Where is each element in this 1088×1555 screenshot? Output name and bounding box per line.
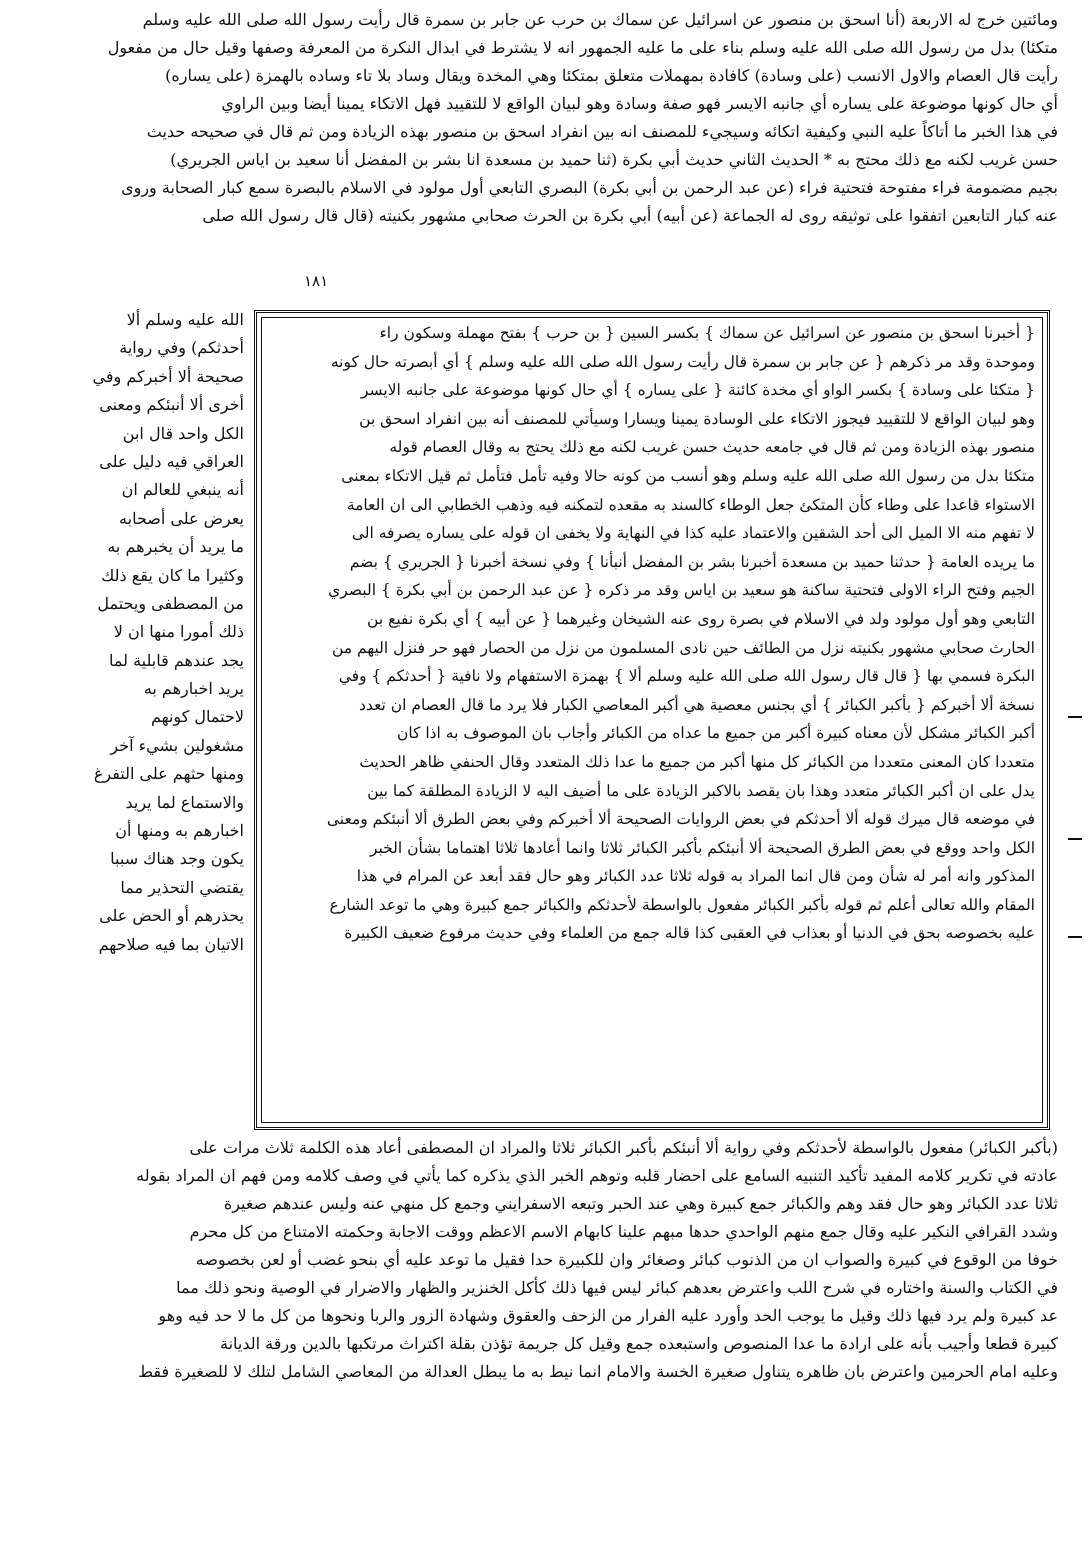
- text-line: وشدد القرافي النكير عليه وقال جمع منهم الواحدي حدها مبهم علينا كابهام الاسم الاعظم ووقت الاجابة وحكمته الامتناع من كل محرم: [189, 1222, 1058, 1241]
- text-line: يعرض على أصحابه: [119, 508, 244, 528]
- text-line: متعددا كان المعنى متعددا من الكبائر كل منها أكبر من جميع ما عدا ذلك المتعدد وقال الحنفي ظاهر الحديث: [359, 752, 1035, 771]
- text-line: العراقي فيه دليل على: [99, 451, 244, 471]
- text-line: لا تفهم منه الا الميل الى أحد الشقين والاعتماد عليه كذا في النهاية ولا يخفى ان قوله على يساره يصرفه الى: [351, 524, 1035, 543]
- text-line: التابعي وهو أول مولود ولد في الاسلام في بصرة روى عنه الشيخان وغيرهما { عن أبيه } أي بكرة نفيع بن: [367, 609, 1035, 628]
- page-number: ١٨١: [304, 272, 329, 290]
- text-line: المذكور وانه أمر له شأن ومن قال انما المراد به قوله ثلاثا عدد الكبائر وهو حال فقد أبعد عن المرام في هذا: [356, 867, 1035, 886]
- text-line: ما يريده العامة { حدثنا حميد بن مسعدة أخبرنا بشر بن المفضل أنبأنا } وفي نسخة أخبرنا { الجريري } بضم: [349, 552, 1035, 571]
- top-commentary: [76, 6, 1058, 230]
- text-line: (بأكبر الكبائر) مفعول بالواسطة لأحدثكم وفي رواية ألا أنبئكم بأكبر الكبائر ثلاثا والمراد ان المصطفى أعاد هذه الكلمة ثلاث مرات على: [189, 1138, 1058, 1157]
- text-line: في هذا الخبر ما أتاكاً عليه النبي وكيفية اتكائه وسيجيء للمصنف انه بين انفراد اسحق بن منصور بهذه الزيادة ومن ثم قال في صحيحه حديث: [146, 122, 1058, 141]
- main-text-frame: [254, 310, 1050, 1130]
- text-line: ومنها حثهم على التفرغ: [93, 764, 244, 784]
- text-line: ما يريد أن يخبرهم به: [107, 537, 244, 557]
- text-line: [269, 977, 1035, 1006]
- text-line: عنه كبار التابعين اتفقوا على توثيقه روى له الجماعة (عن أبيه) أبي بكرة بن الحرث صحابي مشهور بكنيته (قال قال رسول الله صلى: [202, 206, 1058, 225]
- text-line: الاتيان بما فيه صلاحهم: [98, 934, 244, 954]
- text-line: والاستماع لما يريد: [125, 792, 244, 812]
- text-line: يقتضي التحذير مما: [120, 877, 244, 897]
- text-line: الجيم وفتح الراء الاولى فتحتية ساكنة هو سعيد بن اياس وقد مر ذكره { عن عبد الرحمن بن أبي بكرة } البصري: [328, 581, 1035, 600]
- text-line: وموحدة وقد مر ذكرهم { عن جابر بن سمرة قال رأيت رسول الله صلى الله عليه وسلم } أي أبصرته حال كونه: [330, 352, 1035, 371]
- text-line: المقام والله تعالى أعلم ثم قوله بأكبر الكبائر مفعول بالواسطة لأحدثكم والكبائر جمع كبيرة وهي ما توعد الشارع: [329, 895, 1035, 914]
- text-line: ثلاثا عدد الكبائر وهو حال فقد وهم والكبائر جمع كبيرة وهي عند الحبر وتبعه الاسفرايني وجمع كل منهي عنه وليس عندهم صغيرة: [223, 1194, 1058, 1213]
- text-line: البكرة فسمي بها { قال قال رسول الله صلى الله عليه وسلم ألا } بهمزة الاستفهام ولا نافية { أحدثكم } وفي: [338, 667, 1035, 686]
- text-line: [269, 1062, 1035, 1091]
- margin-mark: [1068, 838, 1082, 840]
- text-line: يحذرهم أو الحض على: [99, 906, 244, 926]
- text-line: الاستواء قاعدا على وطاء كأن المتكئ جعل الوطاء كالسند به مقعده لتمكنه فيه وذهب الخطابي الى ان العامة: [346, 495, 1035, 514]
- text-line: أخرى ألا أنبئكم ومعنى: [99, 395, 244, 415]
- text-line: [269, 948, 1035, 977]
- text-line: الكل واحد ووقع في بعض الطرق الصحيحة ألا أنبئكم بأكبر الكبائر ثلاثا وانما أعادها ثلاثا اهتماما بشأن الخبر: [369, 838, 1035, 857]
- text-line: منصور بهذه الزيادة ومن ثم قال في جامعه حديث حسن غريب لكنه مع ذلك يحتج به وقال العصام قوله: [389, 438, 1035, 457]
- text-line: رأيت قال العصام والاول الانسب (على وسادة) كافادة بمهملات متعلق بمتكئا وهي المخدة ويقال وساد بلا تاء وساده بالهمزة (على يساره): [165, 66, 1058, 85]
- margin-mark: [1068, 716, 1082, 718]
- text-line: ذلك أمورا منها ان لا: [113, 622, 244, 642]
- text-line: عد كبيرة ولم يرد فيها ذلك وقيل ما يوجب الحد وأورد عليه الفرار من الزحف والعقوق وشهادة الزور والربا ونحوها من كل ما لا حد فيه وهو: [158, 1306, 1058, 1325]
- text-line: الحارث صحابي مشهور بكنيته نزل من الطائف حين نادى المسلمون من نزل من الحصار فهو حر فنزل اليهم من: [332, 638, 1035, 657]
- bottom-commentary: [64, 1134, 1058, 1386]
- text-line: حسن غريب لكنه مع ذلك محتج به * الحديث الثاني حديث أبي بكرة (ثنا حميد بن مسعدة انا بشر بن المفضل أنا سعيد بن اياس الجريري): [170, 150, 1058, 169]
- text-line: متكئا بدل من رسول الله صلى الله عليه وسلم وهو أنسب من كونه حالا وفيه تأمل فتأمل ثم قيل الاتكاء بمعنى: [341, 466, 1035, 485]
- text-line: وهو لبيان الواقع لا للتقييد فيجوز الاتكاء على الوسادة يمينا ويسارا وسيأتي للمصنف أنه بين انفراد اسحق بن: [359, 409, 1035, 428]
- text-line: يجد عندهم قابلية لما: [109, 650, 244, 670]
- text-line: خوفا من الوقوع في كبيرة والصواب ان من الذنوب كبائر وصغائر وان للكبيرة حدا فقيل ما توعد عليه أي بنحو غضب أو لعن بخصوصه: [195, 1250, 1058, 1269]
- text-line: في الكتاب والسنة واختاره في شرح اللب واعترض بعدهم كبائر ليس فيها ذلك كأكل الخنزير والظهار والاضرار في الوصية ونحو ذلك مما: [176, 1278, 1058, 1297]
- text-line: { أخبرنا اسحق بن منصور عن اسرائيل عن سماك } بكسر السين { بن حرب } بفتح مهملة وسكون راء: [379, 324, 1035, 342]
- text-line: وكثيرا ما كان يقع ذلك: [101, 565, 244, 585]
- text-line: الكل واحد قال ابن: [122, 423, 244, 443]
- side-commentary: [76, 306, 244, 959]
- text-line: أحدثكم) وفي رواية: [119, 338, 244, 358]
- text-line: متكئا) بدل من رسول الله صلى الله عليه وسلم بناء على ما عليه الجمهور انه لا يشترط في ابدال النكرة من المعرفة وصفها وقيل حال من مفعول: [107, 38, 1058, 57]
- text-line: يكون وجد هناك سببا: [110, 849, 244, 869]
- text-line: عادته في تكرير كلامه المفيد تأكيد التنبيه السامع على احضار قلبه وتوهم الخبر الذي يذكره كما يأتي في وصف كلامه ومن فهم ان المراد بقوله: [136, 1166, 1058, 1185]
- text-line: وعليه امام الحرمين واعترض بان ظاهره يتناول صغيرة الخسة والامام انما نيط به ما يبطل العدالة من المعاصي الشامل لتلك لا للصغيرة فقط: [138, 1362, 1058, 1381]
- text-line: ومائتين خرج له الاربعة (أنا اسحق بن منصور عن اسرائيل عن سماك بن حرب عن جابر بن سمرة قال رأيت رسول الله صلى الله عليه وسلم: [142, 10, 1058, 29]
- text-line: أي حال كونها موضوعة على يساره أي جانبه الايسر فهو صفة وسادة وهو لبيان الواقع لا للتقييد فهل الاتكاء يمينا أيضا وبين الراوي: [221, 94, 1058, 113]
- text-line: كبيرة قطعا وأجيب بأنه على ارادة ما عدا المنصوص واستبعده جمع وقيل كل جريمة تؤذن بقلة اكتراث مرتكبها بالدين ورقة الديانة: [220, 1334, 1058, 1353]
- text-line: [269, 1005, 1035, 1034]
- text-line: عليه بخصوصه بحق في الدنيا أو بعذاب في العقبى كذا قاله جمع من العلماء وفي حديث مرفوع ضعيف الكبيرة: [344, 924, 1035, 943]
- text-line: نسخة ألا أخبركم { بأكبر الكبائر } أي بجنس معصية هي أكبر المعاصي الكبار فلا يرد ما قال العصام ان تعدد: [359, 695, 1035, 714]
- text-line: أنه ينبغي للعالم ان: [121, 480, 244, 500]
- text-line: اخبارهم به ومنها أن: [115, 821, 244, 841]
- text-line: في موضعه قال ميرك قوله ألا أحدثكم في بعض الروايات الصحيحة ألا أخبركم وفي بعض الطرق ألا أنبئكم ومعنى: [326, 810, 1035, 829]
- text-line: صحيحة ألا أخبركم وفي: [92, 366, 244, 386]
- text-line: يدل على ان أكبر الكبائر متعدد وهذا بان يقصد بالاكبر الزيادة على ما أضيف اليه لا الزيادة المطلقة كما بين: [367, 781, 1035, 800]
- text-line: يريد اخبارهم به: [143, 679, 244, 699]
- text-line: أكبر الكبائر مشكل لأن معناه كبيرة أكبر من جميع ما عداه من الكبائر وأجاب بان الموصوف به اذا كان: [396, 724, 1035, 743]
- margin-mark: [1068, 936, 1082, 938]
- text-line: بجيم مضمومة فراء مفتوحة فتحتية فراء (عن عبد الرحمن بن أبي بكرة) البصري التابعي أول مولود في الاسلام بالبصرة سمع كبار الصحابة وروى: [121, 178, 1058, 197]
- text-line: من المصطفى ويحتمل: [97, 593, 244, 613]
- text-line: لاحتمال كونهم: [150, 707, 244, 727]
- text-line: { متكئا على وسادة } بكسر الواو أي مخدة كائنة { على يساره } أي حال كونها موضوعة على جانبه الايسر: [360, 381, 1035, 400]
- text-line: الله عليه وسلم ألا: [126, 310, 244, 329]
- text-line: مشغولين بشيء آخر: [110, 735, 244, 755]
- text-line: [269, 1034, 1035, 1063]
